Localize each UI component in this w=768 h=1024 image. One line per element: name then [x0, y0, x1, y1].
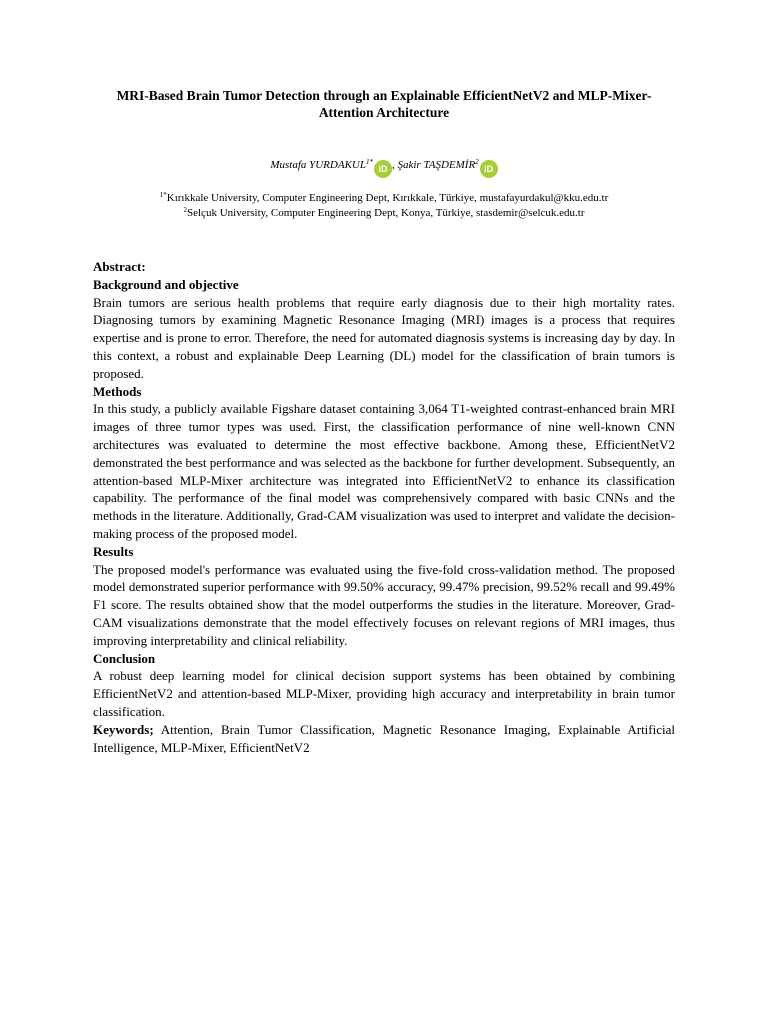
conclusion-heading: Conclusion — [93, 650, 156, 666]
orcid-icon[interactable]: iD — [374, 160, 392, 178]
affiliation-2-mark: 2 — [183, 206, 187, 214]
background-heading: Background and objective — [93, 276, 239, 292]
keywords-text: Attention, Brain Tumor Classification, Magnetic Resonance Imaging, Explainable Artificial Intelligence, MLP-Mixer, EfficientNetV2 — [93, 721, 675, 755]
affiliation-1 — [92, 191, 676, 206]
results-text: The proposed model's performance was evaluated using the five-fold cross-validation method. The proposed model demonstrated superior performance with 99.50% accuracy, 99.47% precision, 99.52% recall and 99.49% F1 score. The results obtained show that the model outperforms the studies in the literature. Moreover, Grad-CAM visualizations demonstrate that the model effectively focuses on relevant regions of MRI images, thus improving interpretability and clinical reliability. — [93, 561, 675, 648]
author-2-affil-mark: 2 — [475, 158, 479, 166]
keywords-label: Keywords; — [93, 721, 154, 737]
abstract-heading: Abstract: — [93, 259, 146, 274]
abstract-section — [93, 258, 675, 756]
orcid-icon[interactable]: iD — [480, 160, 498, 178]
affiliation-1-mark: 1* — [159, 191, 167, 199]
paper-title: MRI-Based Brain Tumor Detection through an Explainable EfficientNetV2 and MLP-Mixer-Attention Architecture — [116, 88, 652, 120]
affiliation-2-text: Selçuk University, Computer Engineering Dept, Konya, Türkiye, stasdemir@selcuk.edu.tr — [187, 207, 585, 219]
methods-heading: Methods — [93, 383, 142, 399]
keywords — [93, 721, 675, 757]
affiliation-1-text: Kırıkkale University, Computer Engineering Dept, Kırıkkale, Türkiye, mustafayurdakul@kku.edu.tr — [166, 192, 609, 204]
author-line — [92, 155, 676, 178]
affiliations — [92, 191, 676, 221]
author-1-affil-mark: 1* — [365, 158, 373, 166]
author-2-name: Şakir TAŞDEMİR — [397, 159, 476, 171]
background-text: Brain tumors are serious health problems that require early diagnosis due to their high mortality rates. Diagnosing tumors by examining Magnetic Resonance Imaging (MRI) images is a process that requires expertise and is prone to error. Therefore, the need for automated diagnosis systems is increasing day by day. In this context, a robust and explainable Deep Learning (DL) model for the classification of brain tumors is proposed. — [93, 294, 675, 381]
methods-text: In this study, a publicly available Figshare dataset containing 3,064 T1-weighted contrast-enhanced brain MRI images of three tumor types was used. First, the classification performance of nine well-known CNN architectures was evaluated to determine the most effective backbone. Among these, EfficientNetV2 demonstrated the best performance and was selected as the backbone for further development. Subsequently, an attention-based MLP-Mixer architecture was integrated into EfficientNetV2 to enhance its classification capability. The performance of the final model was comprehensively compared with basic CNNs and the methods in the literature. Additionally, Grad-CAM visualization was used to interpret and validate the decision-making process of the proposed model. — [93, 401, 675, 541]
affiliation-2 — [92, 206, 676, 221]
conclusion-text: A robust deep learning model for clinical decision support systems has been obtained by combining EfficientNetV2 and attention-based MLP-Mixer, providing high accuracy and interpretability in brain tumor classification. — [93, 668, 675, 719]
results-heading: Results — [93, 543, 134, 559]
author-1-name: Mustafa YURDAKUL — [270, 159, 366, 171]
author-separator: , — [391, 159, 398, 171]
